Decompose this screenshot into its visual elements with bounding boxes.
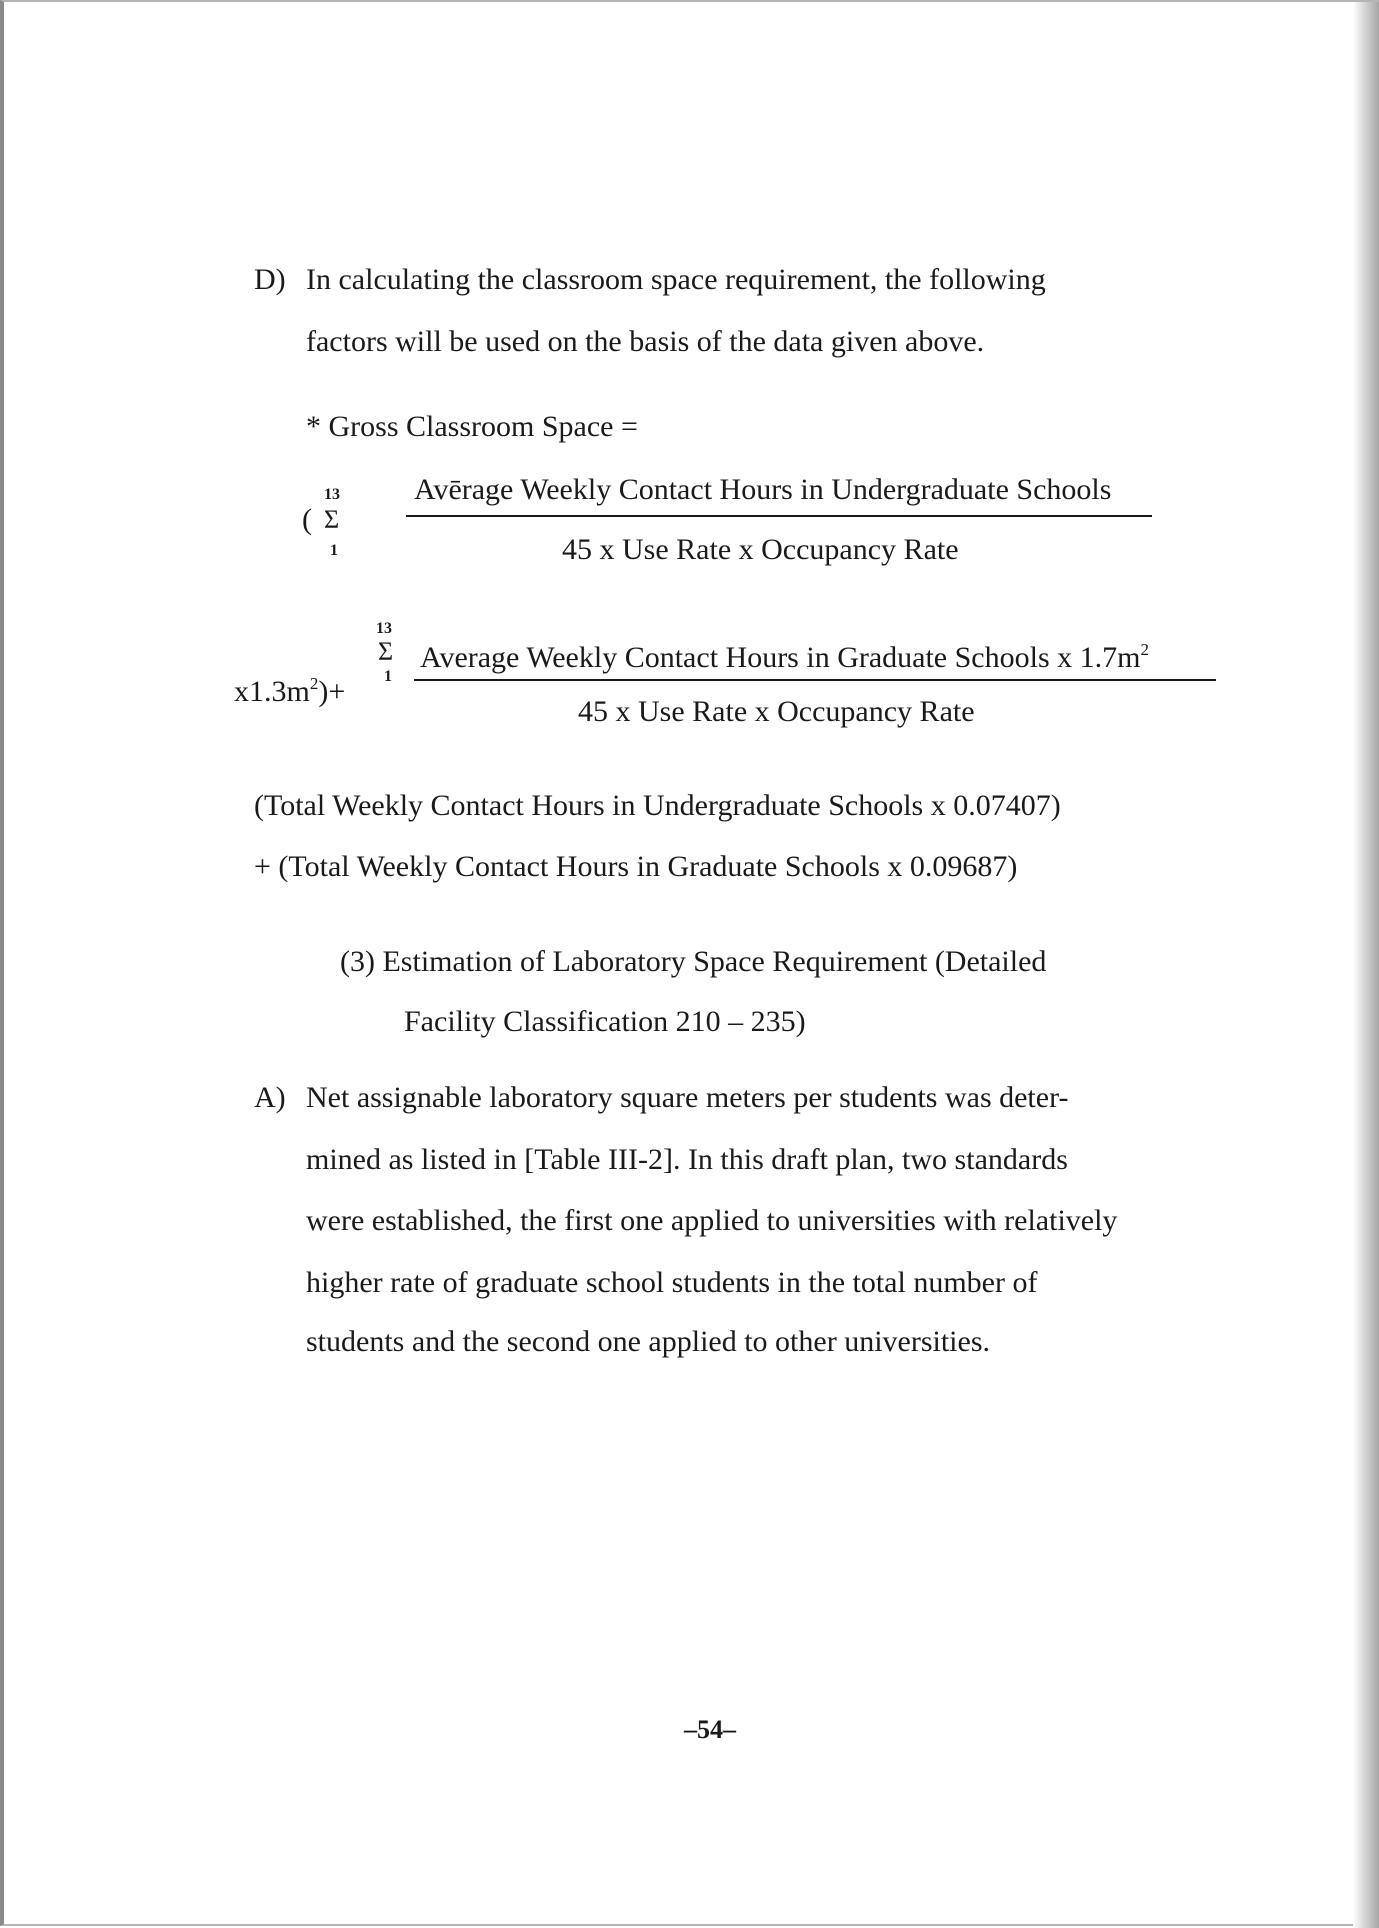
section-a-line-1: Net assignable laboratory square meters per students was deter- [306, 1081, 1069, 1114]
section-d-label: D) [254, 263, 286, 296]
fraction-1-bar [406, 515, 1152, 517]
page-number: –54– [684, 1715, 736, 1744]
section-a-label: A) [254, 1081, 286, 1114]
section-a-line-2: mined as listed in [Table III-2]. In this draft plan, two standards [306, 1143, 1068, 1176]
open-paren: ( [302, 503, 312, 536]
sigma-2-symbol: Σ [378, 637, 394, 666]
sigma-symbol: Σ [324, 505, 340, 534]
sum-2-upper-limit: 13 [376, 620, 392, 637]
totals-line-1: (Total Weekly Contact Hours in Undergraduate Schools x 0.07407) [254, 789, 1061, 822]
fraction-1-denominator: 45 x Use Rate x Occupancy Rate [562, 533, 959, 566]
subsection-3-heading: (3) Estimation of Laboratory Space Requirement (Detailed [340, 945, 1047, 978]
multiplier-term: $x1.3m^2)+$ [234, 674, 346, 708]
formula-intro: * Gross Classroom Space = [306, 410, 638, 443]
section-a-line-4: higher rate of graduate school students in the total number of [306, 1266, 1038, 1299]
section-a-line-5: students and the second one applied to other universities. [306, 1325, 991, 1358]
section-d-line-1: In calculating the classroom space requirement, the following [306, 263, 1046, 296]
sum-upper-limit: 13 [324, 486, 340, 503]
section-a-line-3: were established, the first one applied to universities with relatively [306, 1204, 1118, 1237]
fraction-2-numerator: Average Weekly Contact Hours in Graduate Schools x $1.7m^2$ [420, 640, 1149, 674]
fraction-1-numerator: Avērage Weekly Contact Hours in Undergraduate Schools [414, 473, 1112, 506]
fraction-2-denominator: 45 x Use Rate x Occupancy Rate [578, 695, 975, 728]
fraction-2-bar [414, 679, 1216, 681]
totals-line-2: + (Total Weekly Contact Hours in Graduate Schools x 0.09687) [254, 850, 1018, 883]
section-d-line-2: factors will be used on the basis of the data given above. [306, 325, 985, 358]
page-edge-shadow [1353, 2, 1379, 1928]
subsection-3-heading-cont: Facility Classification 210 – 235) [404, 1005, 806, 1038]
sum-2-lower-limit: 1 [384, 668, 392, 685]
sum-lower-limit: 1 [330, 542, 338, 559]
